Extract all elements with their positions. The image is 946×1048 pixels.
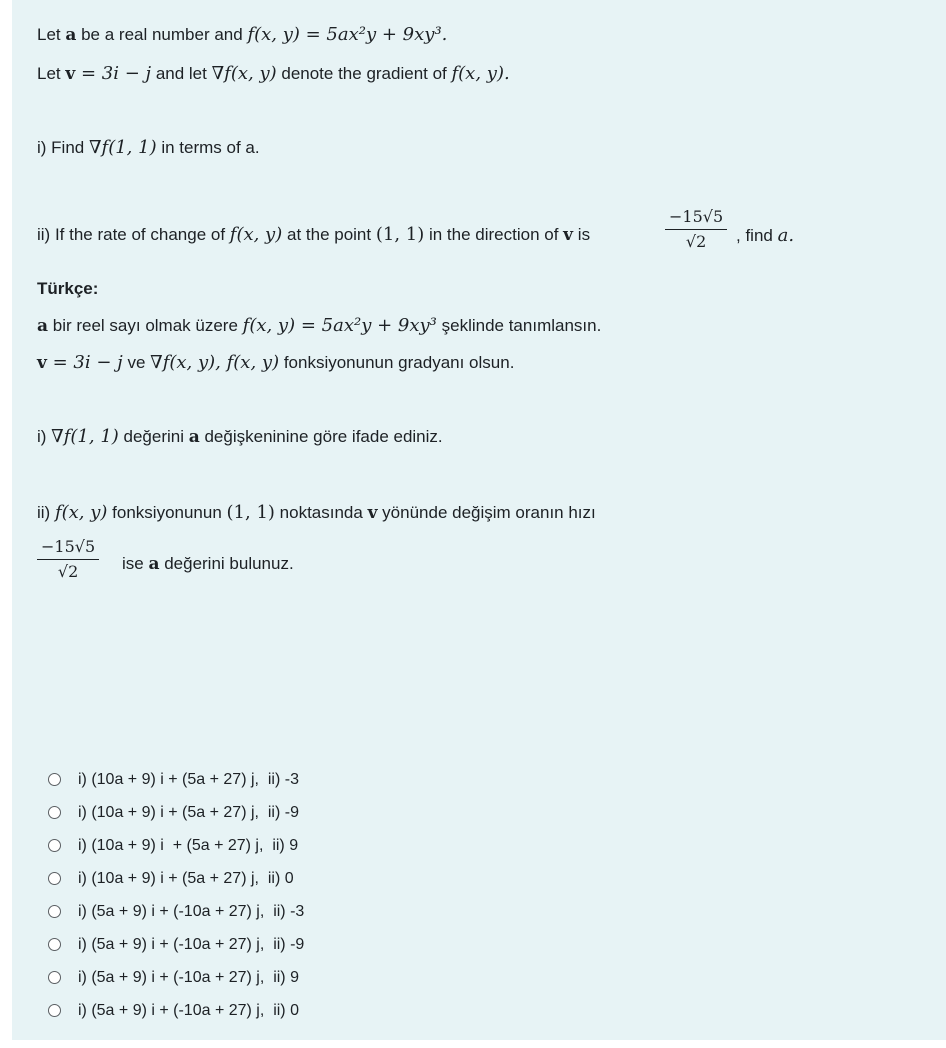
text: ise bbox=[122, 554, 149, 573]
part-i-en bbox=[37, 136, 260, 160]
math-gradient: ∇f(1, 1) bbox=[51, 426, 119, 447]
text: değerini bbox=[118, 427, 189, 446]
text: is bbox=[573, 225, 591, 244]
text: , find bbox=[736, 226, 778, 245]
option-label[interactable]: i) (10a + 9) i + (5a + 27) j, ii) -3 bbox=[78, 770, 299, 788]
text: fonksiyonunun bbox=[107, 503, 227, 522]
math-vector: = 3i − j bbox=[75, 63, 152, 84]
text: i) Find bbox=[37, 138, 89, 157]
answer-option[interactable] bbox=[48, 862, 304, 895]
answer-option[interactable] bbox=[48, 928, 304, 961]
text: ve bbox=[122, 353, 151, 372]
answer-options bbox=[48, 763, 304, 1027]
text: in terms of a. bbox=[156, 138, 260, 157]
math-v: v bbox=[563, 225, 574, 245]
text: şeklinde tanımlansın. bbox=[436, 316, 602, 335]
radio-button[interactable] bbox=[48, 806, 61, 819]
math-a: a bbox=[37, 316, 49, 336]
answer-option[interactable] bbox=[48, 895, 304, 928]
part-ii-tr bbox=[37, 501, 596, 525]
math-a: a bbox=[65, 25, 77, 45]
answer-option[interactable] bbox=[48, 961, 304, 994]
text: noktasında bbox=[274, 503, 368, 522]
text: at the point bbox=[282, 225, 376, 244]
question-line-2-tr bbox=[37, 351, 514, 375]
answer-option[interactable] bbox=[48, 994, 304, 1027]
text: Let bbox=[37, 25, 66, 44]
text: değerini bulunuz. bbox=[159, 554, 294, 573]
math-function: f(x, y) bbox=[229, 224, 283, 245]
math-gradient: ∇f(x, y) bbox=[211, 63, 277, 84]
option-label[interactable]: i) (5a + 9) i + (-10a + 27) j, ii) 0 bbox=[78, 1001, 299, 1019]
text: ii) bbox=[37, 503, 55, 522]
option-label[interactable]: i) (5a + 9) i + (-10a + 27) j, ii) 9 bbox=[78, 968, 299, 986]
text: yönünde değişim oranın hızı bbox=[377, 503, 596, 522]
question-line-2 bbox=[37, 62, 510, 86]
math-v: v bbox=[37, 353, 47, 373]
text: bir reel sayı olmak üzere bbox=[48, 316, 243, 335]
radio-button[interactable] bbox=[48, 971, 61, 984]
radio-button[interactable] bbox=[48, 773, 61, 786]
radio-button[interactable] bbox=[48, 938, 61, 951]
math-v: v bbox=[65, 64, 76, 84]
math-function: f(x, y) = 5ax²y + 9xy³. bbox=[247, 24, 448, 45]
math-a: a. bbox=[777, 225, 795, 246]
question-panel bbox=[12, 0, 946, 1040]
part-ii-en-suffix bbox=[736, 224, 794, 248]
text: and let bbox=[151, 64, 212, 83]
question-line-1 bbox=[37, 23, 447, 47]
answer-option[interactable] bbox=[48, 796, 304, 829]
radio-button[interactable] bbox=[48, 872, 61, 885]
part-ii-en bbox=[37, 223, 590, 247]
text: Let bbox=[37, 64, 66, 83]
answer-option[interactable] bbox=[48, 763, 304, 796]
math-a: a bbox=[188, 427, 200, 447]
math-v: v bbox=[367, 503, 378, 523]
option-label[interactable]: i) (10a + 9) i + (5a + 27) j, ii) 9 bbox=[78, 836, 299, 854]
option-label[interactable]: i) (10a + 9) i + (5a + 27) j, ii) -9 bbox=[78, 803, 299, 821]
fraction-numerator: −15√5 bbox=[665, 207, 727, 230]
text: ii) If the rate of change of bbox=[37, 225, 230, 244]
math-function: f(x, y) bbox=[54, 502, 108, 523]
option-label[interactable]: i) (5a + 9) i + (-10a + 27) j, ii) -9 bbox=[78, 935, 305, 953]
part-i-tr bbox=[37, 425, 443, 449]
answer-option[interactable] bbox=[48, 829, 304, 862]
math-function: f(x, y) = 5ax²y + 9xy³ bbox=[242, 315, 437, 336]
turkish-heading: Türkçe: bbox=[37, 279, 99, 298]
text: in the direction of bbox=[424, 225, 564, 244]
text: denote the gradient of bbox=[276, 64, 452, 83]
fraction-denominator: √2 bbox=[685, 232, 707, 251]
text: değişkeninine göre ifade ediniz. bbox=[199, 427, 443, 446]
fraction-numerator: −15√5 bbox=[37, 537, 99, 560]
question-line-1-tr bbox=[37, 314, 601, 338]
math-vector: = 3i − j bbox=[46, 352, 123, 373]
math-a: a bbox=[148, 554, 160, 574]
fraction-denominator: √2 bbox=[57, 562, 79, 581]
radio-button[interactable] bbox=[48, 839, 61, 852]
fraction-en bbox=[665, 207, 727, 252]
fraction-tr bbox=[37, 537, 99, 582]
text: i) bbox=[37, 427, 52, 446]
option-label[interactable]: i) (5a + 9) i + (-10a + 27) j, ii) -3 bbox=[78, 902, 305, 920]
math-function: f(x, y). bbox=[451, 63, 510, 84]
option-label[interactable]: i) (10a + 9) i + (5a + 27) j, ii) 0 bbox=[78, 869, 294, 887]
math-point: (1, 1) bbox=[375, 224, 425, 245]
math-point: (1, 1) bbox=[226, 502, 275, 523]
text: be a real number and bbox=[76, 25, 248, 44]
radio-button[interactable] bbox=[48, 905, 61, 918]
part-ii-tr-suffix bbox=[122, 552, 294, 576]
text: fonksiyonunun gradyanı olsun. bbox=[279, 353, 515, 372]
math-gradient: ∇f(1, 1) bbox=[88, 137, 157, 158]
math-gradient: ∇f(x, y), f(x, y) bbox=[150, 352, 280, 373]
radio-button[interactable] bbox=[48, 1004, 61, 1017]
